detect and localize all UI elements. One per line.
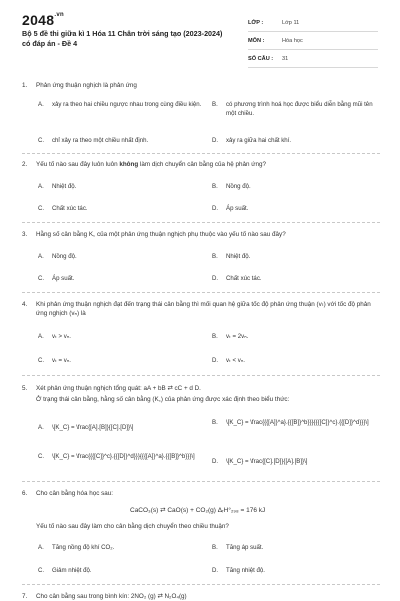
option-letter: C. [38, 275, 45, 282]
option-letter: B. [212, 101, 218, 108]
question-number: 3. [22, 231, 28, 238]
option-text: \[K_C} = \frac{{{[A]}^a}.{{[B]}^b}}}{{{[C]}^c}.{{[D]}^d}}}\] [226, 419, 369, 426]
question-number: 1. [22, 82, 28, 89]
option-text: vₜ = vₙ. [52, 357, 71, 364]
option-letter: A. [38, 183, 44, 190]
divider [22, 584, 380, 585]
logo-suffix: .vn [54, 12, 64, 18]
option-text: chỉ xảy ra theo một chiều nhất định. [52, 137, 149, 144]
question-number: 7. [22, 593, 28, 600]
option-letter: B. [212, 419, 218, 426]
question-text-line1: Xét phản ứng thuận nghịch tổng quát: aA + bB ⇄ cC + d D. [36, 385, 201, 392]
question-text: Cho cân bằng sau trong bình kín: 2NO₂ (g) ⇄ N₂O₄(g) [36, 593, 187, 600]
option-letter: A. [38, 253, 44, 260]
option-text: xảy ra theo hai chiều ngược nhau trong cùng điều kiện. [52, 101, 202, 108]
option-letter: B. [212, 183, 218, 190]
option-letter: D. [212, 357, 219, 364]
option-letter: C. [38, 567, 45, 574]
meta-row-count [248, 50, 378, 68]
option-text: vₜ < vₙ. [226, 357, 245, 364]
option-letter: A. [38, 333, 44, 340]
divider [22, 222, 380, 223]
divider [22, 292, 380, 293]
option-letter: C. [38, 453, 45, 460]
option-text: Nồng độ. [52, 253, 77, 260]
option-letter: C. [38, 357, 45, 364]
option-text: Nhiệt độ. [52, 183, 77, 190]
option-letter: B. [212, 253, 218, 260]
meta-row-class [248, 14, 378, 32]
option-letter: A. [38, 424, 44, 431]
question-text [36, 160, 382, 169]
question-number: 6. [22, 490, 28, 497]
option-text: Giảm nhiệt độ. [52, 567, 92, 574]
option-text: Nồng độ. [226, 183, 251, 190]
option-text: Nhiệt độ. [226, 253, 251, 260]
question-text: Hằng số cân bằng K꜀ của một phản ứng thuận nghịch phụ thuộc vào yếu tố nào sau đây? [36, 231, 286, 238]
option-text: vₜ > vₙ. [52, 333, 71, 340]
meta-row-subject [248, 32, 378, 50]
meta-label: MÔN : [248, 37, 265, 44]
option-text: Chất xúc tác. [226, 275, 262, 282]
question-text: Khi phản ứng thuận nghịch đạt đến trạng thái cân bằng thì mối quan hệ giữa tốc độ phản ứng thuận (vₜ) với tốc độ phản ứng nghịch (vₙ) là [36, 301, 371, 317]
option-letter: B. [212, 544, 218, 551]
option-text: Tăng nhiệt độ. [226, 567, 265, 574]
option-letter: D. [212, 275, 219, 282]
option-text: \[K_C} = \frac{[C].[D]}{[A].[B]}\] [226, 458, 308, 465]
option-letter: C. [38, 205, 45, 212]
meta-value: Lớp 11 [282, 19, 300, 26]
question-text-line2: Ở trạng thái cân bằng, hằng số cân bằng (K꜀) của phản ứng được xác định theo biểu thức: [36, 396, 290, 403]
option-text: Chất xúc tác. [52, 205, 88, 212]
document-title: Bộ 5 đề thi giữa kì 1 Hóa 11 Chân trời sáng tạo (2023-2024) có đáp án - Đề 4 [22, 29, 223, 48]
option-letter: D. [212, 567, 219, 574]
option-letter: B. [212, 333, 218, 340]
question-text-emphasis: không [119, 161, 139, 168]
option-text: xảy ra giữa hai chất khí. [226, 137, 292, 144]
meta-value: 31 [282, 55, 289, 62]
reaction-equation: CaCO₃(s) ⇄ CaO(s) + CO₂(g) ΔᵣH°₂₉₈ = 176 kJ [130, 507, 266, 514]
question-number: 2. [22, 161, 28, 168]
logo-main: 2048 [22, 12, 55, 28]
question-number: 5. [22, 385, 28, 392]
option-text: vₜ = 2vₙ. [226, 333, 249, 340]
question-text: Cho cân bằng hóa học sau: [36, 490, 114, 497]
option-text: Tăng áp suất. [226, 544, 264, 551]
option-letter: C. [38, 137, 45, 144]
option-text: có phương trình hoá học được biểu diễn bằng mũi tên một chiều. [226, 101, 373, 117]
document-meta [248, 14, 378, 68]
option-letter: A. [38, 101, 44, 108]
option-letter: D. [212, 137, 219, 144]
meta-label: SỐ CÂU : [248, 55, 274, 62]
question-text-post: làm dịch chuyển cân bằng của hệ phản ứng? [138, 161, 267, 168]
question-number: 4. [22, 301, 28, 308]
document-header [0, 0, 400, 70]
question-text: Phản ứng thuận nghịch là phản ứng [36, 82, 137, 89]
question-text-pre: Yếu tố nào sau đây luôn luôn [36, 161, 120, 168]
divider [22, 481, 380, 482]
meta-label: LỚP : [248, 19, 264, 26]
divider [22, 375, 380, 376]
option-text: \[K_C} = \frac{{{[C]}^c}.{{[D]}^d}}}{{{[A]}^a}.{{[B]}^b}}}\] [52, 453, 195, 460]
question-prompt: Yếu tố nào sau đây làm cho cân bằng dịch chuyển theo chiều thuận? [36, 523, 229, 530]
option-text: \[K_C} = \frac{[A].[B]}{[C].[D]}\] [52, 424, 134, 431]
divider [22, 153, 380, 154]
option-letter: A. [38, 544, 44, 551]
option-text: Áp suất. [52, 275, 75, 282]
option-letter: D. [212, 458, 219, 465]
site-logo[interactable] [22, 12, 64, 28]
option-text: Áp suất. [226, 205, 249, 212]
option-letter: D. [212, 205, 219, 212]
meta-value: Hóa học [282, 37, 303, 44]
option-text: Tăng nồng độ khí CO₂. [52, 544, 115, 551]
